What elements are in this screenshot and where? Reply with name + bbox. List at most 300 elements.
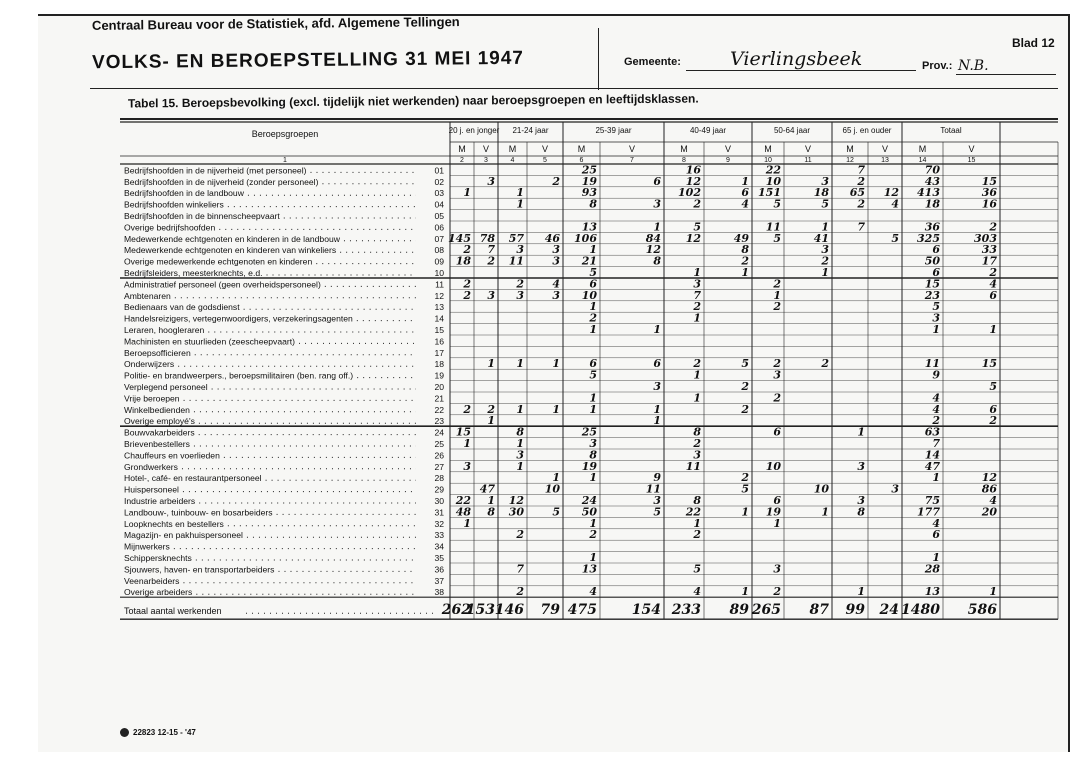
colnum: 5 [543, 157, 547, 164]
colnum: 8 [682, 157, 686, 164]
row-label: Chauffeurs en voerlieden [124, 450, 220, 461]
cell-value: 6 [589, 277, 597, 291]
cell-value: 28 [924, 562, 940, 576]
row-code: 38 [434, 587, 444, 598]
cell-value: 6 [932, 266, 940, 279]
cell-value: 2 [516, 528, 524, 542]
cell-value: 15 [924, 277, 940, 291]
cell-value: 2 [989, 414, 997, 428]
cell-value: 3 [653, 380, 661, 393]
form-title: VOLKS- EN BEROEPSTELLING 31 MEI 1947 [91, 47, 525, 74]
cell-value: 5 [773, 197, 781, 211]
sex-header-v: V [628, 144, 636, 154]
cell-value: 30 [508, 505, 524, 519]
cell-value: 15 [981, 174, 997, 188]
cell-value: 1 [589, 300, 597, 314]
cell-value: 5 [741, 482, 749, 496]
cell-value: 2 [741, 254, 749, 268]
cell-value: 2 [989, 266, 997, 279]
cell-value: 3 [693, 448, 701, 462]
row-label: Overige bedrijfshoofden [124, 222, 216, 233]
age-group-header: 40-49 jaar [689, 126, 727, 135]
row-label: Beroepsofficieren [124, 347, 191, 358]
cell-value: 1 [821, 505, 829, 519]
row-label: Hotel-, café- en restaurantpersoneel [124, 473, 262, 484]
cell-value: 1 [463, 437, 471, 450]
cell-value: 3 [463, 459, 471, 473]
sex-header-m: M [458, 144, 466, 154]
cell-value: 25 [581, 163, 597, 177]
cell-value: 15 [455, 425, 471, 439]
cell-value: 13 [581, 220, 597, 234]
colnum: 1 [283, 157, 287, 164]
print-code: 22823 12-15 - '47 [133, 728, 196, 737]
cell-value: 2 [463, 288, 471, 302]
row-label: Brievenbestellers [124, 439, 190, 449]
total-value: 153 [465, 602, 495, 619]
row-label: Machinisten en stuurlieden (zeescheepvaart) [124, 336, 296, 347]
cell-value: 3 [891, 482, 899, 496]
cell-value: 12 [883, 186, 899, 200]
cell-value: 1 [693, 516, 701, 530]
cell-value: 22 [685, 505, 701, 519]
cell-value: 4 [552, 277, 560, 291]
cell-value: 3 [932, 311, 940, 325]
cell-value: 1 [589, 243, 597, 257]
cell-value: 78 [479, 231, 495, 245]
cell-value: 11 [508, 254, 524, 268]
cell-value: 1 [989, 323, 997, 336]
cell-value: 6 [589, 357, 597, 371]
row-code: 34 [434, 541, 444, 552]
cell-value: 1 [653, 414, 661, 428]
cell-value: 46 [544, 231, 560, 245]
cell-value: 3 [487, 174, 495, 188]
cell-value: 16 [685, 163, 701, 177]
cell-value: 1 [463, 186, 471, 200]
cell-value: 1 [516, 459, 524, 473]
cell-value: 16 [981, 197, 997, 211]
cell-value: 23 [924, 288, 940, 302]
cell-value: 1 [693, 266, 701, 279]
cell-value: 50 [581, 505, 597, 519]
publisher-logo-icon [120, 728, 129, 737]
cell-value: 1 [932, 551, 940, 564]
row-label: Huispersoneel [124, 484, 179, 495]
cell-value: 413 [917, 186, 940, 200]
cell-value: 2 [741, 402, 749, 416]
cell-value: 11 [645, 482, 661, 496]
row-code: 37 [434, 575, 444, 586]
cell-value: 6 [989, 288, 997, 302]
row-label: Bedrijfshoofden winkeliers [124, 199, 224, 210]
row-label: Bedienaars van de godsdienst [124, 302, 240, 313]
cell-value: 50 [924, 254, 940, 268]
cell-value: 6 [932, 528, 940, 542]
beroep-header: Beroepsgroepen [251, 129, 319, 139]
cell-value: 4 [989, 494, 997, 507]
cell-value: 12 [645, 243, 661, 257]
cell-value: 2 [821, 357, 829, 371]
cell-value: 102 [678, 186, 701, 200]
cell-value: 11 [924, 357, 940, 371]
gemeente-label: Gemeente: [624, 56, 681, 68]
cell-value: 1 [487, 494, 495, 507]
total-value: 475 [567, 602, 597, 619]
bureau-heading: Centraal Bureau voor de Statistiek, afd. Algemene Tellingen [91, 14, 460, 33]
total-value: 586 [967, 602, 997, 619]
cell-value: 9 [932, 368, 940, 382]
row-code: 05 [434, 211, 444, 221]
cell-value: 2 [589, 311, 597, 325]
cell-value: 1 [589, 551, 597, 564]
row-code: 18 [434, 359, 444, 370]
cell-value: 8 [516, 425, 524, 439]
row-code: 27 [434, 461, 444, 472]
cell-value: 1 [821, 220, 829, 234]
cell-value: 12 [685, 174, 701, 188]
row-code: 23 [434, 416, 444, 427]
cell-value: 48 [455, 505, 471, 519]
row-label: Overige medewerkende echtgenoten en kinderen [124, 256, 313, 267]
total-value: 154 [631, 602, 661, 619]
row-label: Winkelbedienden [124, 404, 190, 415]
sex-header-m: M [846, 144, 854, 154]
sex-header-v: V [804, 144, 812, 154]
cell-value: 1 [589, 471, 597, 485]
cell-value: 2 [857, 174, 865, 188]
cell-value: 2 [773, 391, 781, 405]
cell-value: 12 [508, 494, 524, 507]
row-label: Medewerkende echtgenoten en kinderen van winkeliers [124, 245, 337, 256]
cell-value: 22 [455, 494, 471, 507]
row-code: 06 [434, 222, 444, 233]
row-code: 29 [434, 484, 444, 495]
cell-value: 4 [989, 277, 997, 291]
row-code: 33 [434, 530, 444, 541]
sex-header-m: M [577, 144, 586, 154]
cell-value: 1 [552, 402, 560, 416]
cell-value: 18 [455, 254, 471, 268]
cell-value: 8 [693, 494, 701, 507]
cell-value: 2 [463, 402, 471, 416]
cell-value: 3 [653, 494, 661, 507]
cell-value: 3 [693, 277, 701, 291]
row-label: Onderwijzers [124, 359, 175, 370]
cell-value: 84 [645, 231, 661, 245]
cell-value: 5 [653, 505, 661, 519]
cell-value: 11 [765, 220, 781, 234]
cell-value: 75 [924, 494, 940, 507]
colnum: 12 [846, 157, 854, 164]
total-value: 262 [441, 602, 471, 619]
cell-value: 12 [685, 231, 701, 245]
row-code: 22 [434, 404, 444, 415]
sex-header-v: V [881, 144, 889, 154]
cell-value: 3 [516, 288, 524, 302]
cell-value: 1 [653, 220, 661, 234]
cell-value: 2 [932, 414, 940, 428]
cell-value: 3 [552, 243, 560, 257]
cell-value: 1 [693, 368, 701, 382]
province-value: N.B. [958, 58, 989, 74]
cell-value: 4 [589, 585, 597, 599]
row-code: 15 [434, 325, 444, 335]
cell-value: 1 [487, 414, 495, 428]
cell-value: 24 [581, 494, 597, 507]
cell-value: 1 [821, 266, 829, 279]
sheet-number: Blad 12 [1012, 36, 1055, 50]
cell-value: 2 [693, 300, 701, 314]
cell-value: 2 [773, 585, 781, 599]
cell-value: 5 [552, 505, 560, 519]
cell-value: 2 [463, 243, 471, 257]
cell-value: 2 [773, 300, 781, 314]
row-label: Leraren, hoogleraren [124, 325, 205, 335]
row-label: Ambtenaren [124, 290, 171, 301]
cell-value: 2 [693, 528, 701, 542]
row-label: Medewerkende echtgenoten en kinderen in de landbouw [124, 233, 340, 244]
cell-value: 1 [653, 402, 661, 416]
cell-value: 2 [773, 357, 781, 371]
cell-value: 10 [544, 482, 560, 496]
cell-value: 6 [773, 425, 781, 439]
row-code: 14 [434, 313, 444, 324]
row-code: 30 [434, 496, 444, 506]
row-label: Overige arbeiders [124, 587, 193, 598]
row-label: Vrije beroepen [124, 393, 180, 404]
cell-value: 36 [981, 186, 997, 200]
cell-value: 3 [857, 494, 865, 507]
cell-value: 2 [487, 402, 495, 416]
row-code: 04 [434, 199, 444, 210]
cell-value: 5 [693, 220, 701, 234]
cell-value: 65 [849, 186, 865, 200]
total-value: 87 [809, 602, 829, 619]
row-label: Administratief personeel (geen overheidspersoneel) [124, 279, 321, 290]
colnum: 13 [881, 157, 889, 164]
cell-value: 17 [981, 254, 997, 268]
row-label: Overige employé's [124, 416, 195, 427]
cell-value: 7 [857, 220, 865, 234]
row-code: 07 [434, 233, 444, 244]
cell-value: 8 [653, 254, 661, 268]
cell-value: 3 [821, 174, 829, 188]
row-label: Bedrijfshoofden in de nijverheid (met personeel) [124, 165, 307, 176]
row-label: Landbouw-, tuinbouw- en bosarbeiders [124, 507, 273, 518]
row-code: 01 [434, 165, 444, 176]
cell-value: 1 [693, 391, 701, 405]
row-label: Verplegend personeel [124, 382, 208, 392]
cell-value: 303 [974, 231, 997, 245]
cell-value: 18 [813, 186, 829, 200]
row-code: 24 [434, 427, 444, 438]
cell-value: 6 [989, 402, 997, 416]
cell-value: 1 [552, 357, 560, 371]
row-label: Sjouwers, haven- en transportarbeiders [124, 564, 275, 575]
row-code: 21 [434, 393, 444, 404]
cell-value: 2 [773, 277, 781, 291]
cell-value: 325 [917, 231, 940, 245]
cell-value: 2 [857, 197, 865, 211]
row-code: 35 [434, 553, 444, 563]
cell-value: 4 [891, 197, 899, 211]
cell-value: 43 [924, 174, 940, 188]
sex-header-m: M [680, 144, 688, 154]
cell-value: 11 [685, 459, 701, 473]
cell-value: 4 [932, 391, 940, 405]
cell-value: 3 [487, 288, 495, 302]
colnum: 4 [510, 157, 515, 164]
table-title: Tabel 15. Beroepsbevolking (excl. tijdelijk niet werkenden) naar beroepsgroepen en leeftijdsklassen. [127, 91, 699, 111]
cell-value: 3 [857, 459, 865, 473]
colnum: 2 [460, 157, 464, 164]
row-label: Bedrijfshoofden in de landbouw [124, 188, 244, 199]
cell-value: 1 [589, 323, 597, 336]
colnum: 6 [579, 157, 584, 164]
cell-value: 177 [917, 505, 940, 519]
cell-value: 1 [857, 425, 865, 439]
cell-value: 5 [821, 197, 829, 211]
colnum: 9 [726, 157, 730, 164]
total-value: 1480 [901, 602, 940, 619]
cell-value: 1 [653, 323, 661, 336]
cell-value: 1 [516, 402, 524, 416]
cell-value: 70 [924, 163, 940, 177]
cell-value: 1 [516, 186, 524, 200]
cell-value: 7 [487, 243, 495, 257]
cell-value: 1 [589, 391, 597, 405]
cell-value: 3 [821, 243, 829, 257]
row-label: Industrie arbeiders [124, 496, 196, 506]
cell-value: 19 [581, 174, 597, 188]
row-code: 12 [434, 290, 444, 301]
cell-value: 3 [516, 448, 524, 462]
colnum: 10 [764, 157, 772, 164]
cell-value: 1 [989, 585, 997, 599]
cell-value: 33 [981, 243, 997, 257]
cell-value: 10 [765, 459, 781, 473]
cell-value: 106 [574, 231, 597, 245]
sex-header-m: M [764, 144, 772, 154]
age-group-header: 20 j. en jonger [448, 126, 500, 135]
cell-value: 5 [989, 380, 997, 393]
cell-value: 145 [448, 231, 471, 245]
colnum: 11 [804, 157, 812, 164]
row-label: Veenarbeiders [124, 575, 180, 586]
cell-value: 2 [821, 254, 829, 268]
row-label: Magazijn- en pakhuispersoneel [124, 530, 243, 541]
total-value: 233 [671, 602, 701, 619]
row-label: Loopknechts en bestellers [124, 518, 224, 529]
colnum: 15 [967, 157, 976, 164]
cell-value: 3 [552, 288, 560, 302]
cell-value: 8 [589, 448, 597, 462]
province-label: Prov.: [922, 60, 953, 72]
total-value: 99 [845, 602, 865, 619]
cell-value: 3 [516, 243, 524, 257]
sex-header-v: V [724, 144, 732, 154]
row-code: 13 [434, 302, 444, 313]
cell-value: 49 [733, 231, 749, 245]
row-code: 26 [434, 450, 444, 461]
cell-value: 9 [653, 471, 661, 485]
row-code: 03 [434, 188, 444, 199]
row-code: 16 [434, 336, 444, 347]
cell-value: 41 [813, 231, 829, 245]
cell-value: 1 [741, 266, 749, 279]
row-code: 28 [434, 473, 444, 484]
cell-value: 1 [932, 471, 940, 485]
row-code: 25 [434, 439, 444, 449]
cell-value: 10 [813, 482, 829, 496]
colnum: 7 [630, 157, 634, 164]
cell-value: 1 [857, 585, 865, 599]
cell-value: 1 [589, 516, 597, 530]
row-code: 02 [434, 176, 444, 187]
cell-value: 36 [924, 220, 940, 234]
cell-value: 4 [741, 197, 749, 211]
row-code: 08 [434, 245, 444, 256]
row-code: 36 [434, 564, 444, 575]
row-code: 10 [434, 268, 444, 278]
cell-value: 7 [857, 163, 865, 177]
cell-value: 47 [924, 459, 940, 473]
cell-value: 1 [589, 402, 597, 416]
cell-value: 5 [589, 266, 597, 279]
total-value: 24 [879, 602, 899, 619]
cell-value: 1 [463, 516, 471, 530]
cell-value: 2 [693, 437, 701, 450]
cell-value: 6 [932, 243, 940, 257]
row-label: Bedrijfshoofden in de nijverheid (zonder personeel) [124, 176, 319, 187]
cell-value: 13 [581, 562, 597, 576]
total-value: 89 [729, 602, 749, 619]
sex-header-m: M [508, 144, 517, 154]
row-code: 31 [434, 507, 444, 518]
row-code: 09 [434, 256, 444, 267]
cell-value: 1 [552, 471, 560, 485]
age-group-header: Totaal [940, 126, 962, 135]
gemeente-value: Vierlingsbeek [730, 48, 863, 70]
cell-value: 8 [857, 505, 865, 519]
row-label: Bedrijfshoofden in de binnenscheepvaart [124, 211, 280, 221]
cell-value: 19 [765, 505, 781, 519]
cell-value: 2 [487, 254, 495, 268]
cell-value: 8 [693, 425, 701, 439]
cell-value: 14 [924, 448, 940, 462]
cell-value: 1 [773, 288, 781, 302]
cell-value: 1 [773, 516, 781, 530]
cell-value: 4 [932, 402, 940, 416]
row-label: Schippersknechts [124, 553, 192, 563]
cell-value: 1 [741, 585, 749, 599]
cell-value: 5 [693, 562, 701, 576]
cell-value: 151 [758, 186, 781, 200]
cell-value: 93 [581, 186, 597, 200]
age-group-header: 65 j. en ouder [842, 126, 892, 135]
cell-value: 1 [741, 505, 749, 519]
row-code: 32 [434, 518, 444, 529]
cell-value: 10 [765, 174, 781, 188]
cell-value: 2 [741, 471, 749, 485]
cell-value: 6 [741, 186, 749, 200]
cell-value: 21 [581, 254, 597, 268]
cell-value: 2 [693, 357, 701, 371]
cell-value: 5 [773, 231, 781, 245]
age-group-header: 25-39 jaar [595, 126, 632, 135]
cell-value: 5 [589, 368, 597, 382]
